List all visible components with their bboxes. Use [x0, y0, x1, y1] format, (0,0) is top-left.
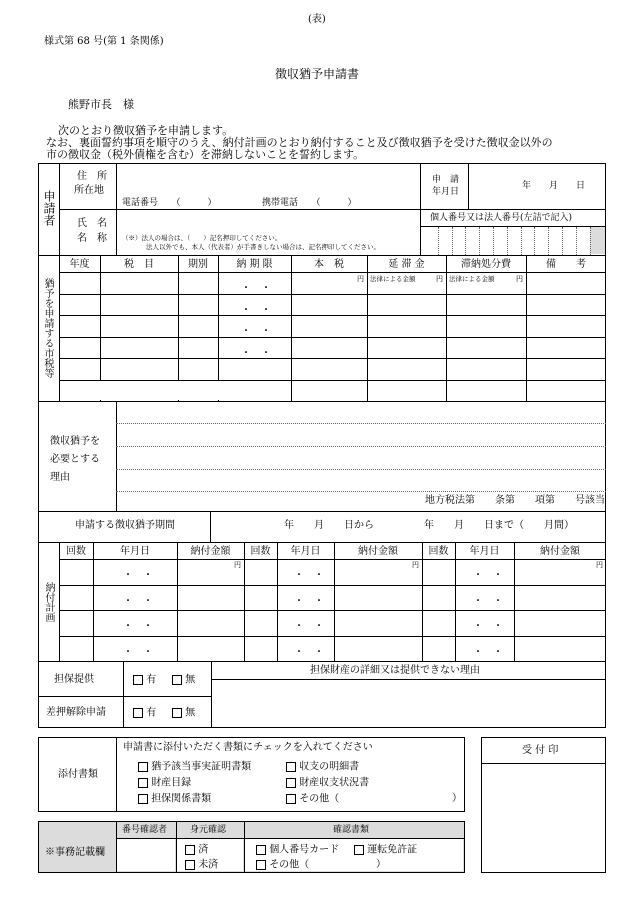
- statute-reference[interactable]: 地方税法第 条第 項第 号該当: [425, 495, 605, 506]
- payment-date-field[interactable]: ・ ・: [123, 570, 153, 581]
- plan-header-amount: 納付金額: [540, 546, 580, 557]
- doc-mynumber-card-option[interactable]: 個人番号カード: [256, 845, 339, 856]
- checkbox-icon: [138, 778, 148, 788]
- seizure-release-no-option[interactable]: 無: [172, 708, 195, 719]
- id-number-shaded-cell: [590, 227, 605, 254]
- office-use-label: ※事務記載欄: [45, 847, 105, 858]
- yen-unit: 円: [234, 561, 241, 569]
- checkbox-icon: [133, 675, 143, 685]
- plan-header-amount: 納付金額: [190, 546, 231, 557]
- attach-item-evidence[interactable]: 猶予該当事実証明書類: [138, 762, 251, 773]
- tax-header-tax-item: 税 目: [124, 259, 154, 270]
- receipt-stamp-box: [481, 737, 606, 873]
- name-note-1: （※）法人の場合は、（ ）記名押印してください。: [122, 234, 282, 242]
- tax-header-remarks: 備 考: [546, 259, 586, 270]
- attach-item-asset-status[interactable]: 財産収支状況書: [286, 778, 369, 789]
- plan-header-count: 回数: [428, 546, 449, 557]
- collateral-no-option[interactable]: 無: [172, 675, 195, 686]
- seizure-release-label: 差押解除申請: [46, 707, 106, 718]
- tax-header-principal: 本 税: [314, 259, 344, 270]
- payment-date-field[interactable]: ・ ・: [123, 647, 153, 658]
- attach-item-other[interactable]: その他（: [286, 794, 339, 805]
- plan-header-count: 回数: [250, 546, 271, 557]
- plan-header-count: 回数: [66, 546, 86, 557]
- checkbox-icon: [138, 762, 148, 772]
- plan-header-date: 年月日: [469, 546, 500, 557]
- collateral-detail-label: 担保財産の詳細又は提供できない理由: [310, 665, 480, 676]
- addressee: 熊野市長 様: [68, 98, 134, 111]
- form-number: 様式第 68 号(第 1 条関係): [44, 36, 164, 47]
- payment-date-field[interactable]: ・ ・: [294, 621, 324, 632]
- payment-date-field[interactable]: ・ ・: [123, 621, 153, 632]
- attach-item-asset-list[interactable]: 財産目録: [138, 778, 191, 789]
- payment-date-field[interactable]: ・ ・: [294, 570, 324, 581]
- payment-date-field[interactable]: ・ ・: [473, 596, 503, 607]
- plan-header-date: 年月日: [290, 546, 321, 557]
- applicant-section-label: 申請者: [42, 190, 56, 226]
- apply-date-label-2: 年月日: [432, 187, 460, 197]
- intro-line-2: なお、裏面誓約事項を順守のうえ、納付計画のとおり納付すること及び徴収猶予を受けた徴収金以外の: [46, 136, 553, 149]
- legal-amount-note: 法律による金額: [370, 275, 416, 283]
- yen-unit: 円: [357, 275, 364, 283]
- identity-check-label: 身元確認: [190, 825, 227, 835]
- identity-done-option[interactable]: 済: [185, 845, 208, 856]
- payment-plan-section-label: 納付計画: [43, 582, 54, 622]
- checkbox-icon: [172, 675, 182, 685]
- payment-date-field[interactable]: ・ ・: [473, 621, 503, 632]
- name-label: 氏 名: [77, 218, 107, 229]
- payment-date-field[interactable]: ・ ・: [123, 596, 153, 607]
- reason-field[interactable]: [118, 404, 604, 490]
- yen-unit: 円: [516, 275, 523, 283]
- payment-date-field[interactable]: ・ ・: [294, 647, 324, 658]
- tax-header-disposal-fee: 滞納処分費: [461, 259, 511, 270]
- period-label: 申請する徴収猶予期間: [75, 520, 175, 531]
- doc-other-close: ）: [376, 859, 386, 870]
- checkbox-icon: [185, 860, 195, 870]
- apply-date-field[interactable]: 年 月 日: [522, 181, 586, 191]
- due-date-field[interactable]: ・ ・: [241, 348, 271, 359]
- checkbox-icon: [138, 794, 148, 804]
- intro-line-1: 次のとおり徴収猶予を申請します。: [58, 124, 234, 137]
- checkbox-icon: [172, 708, 182, 718]
- collateral-yes-option[interactable]: 有: [133, 675, 156, 686]
- due-date-field[interactable]: ・ ・: [241, 326, 271, 337]
- plan-header-amount: 納付金額: [358, 546, 398, 557]
- intro-line-3: 市の徴収金（税外債権を含む）を滞納しないことを誓約します。: [46, 148, 365, 161]
- mobile-field-label[interactable]: 携帯電話 （ ）: [262, 198, 357, 208]
- reason-label: 徴収猶予を: [50, 436, 100, 447]
- identity-not-done-option[interactable]: 未済: [185, 860, 218, 871]
- checkbox-icon: [185, 845, 195, 855]
- checkbox-icon: [286, 778, 296, 788]
- attachments-label: 添付書類: [58, 769, 98, 780]
- doc-drivers-license-option[interactable]: 運転免許証: [354, 845, 417, 856]
- number-checker-label: 番号確認者: [122, 825, 168, 835]
- address-label-2: 所在地: [74, 185, 104, 196]
- checkbox-icon: [354, 845, 364, 855]
- yen-unit: 円: [596, 561, 603, 569]
- address-label: 住 所: [77, 171, 107, 182]
- seizure-release-yes-option[interactable]: 有: [133, 708, 156, 719]
- attach-item-income-statement[interactable]: 収支の明細書: [286, 762, 359, 773]
- name-label-2: 名 称: [77, 233, 107, 244]
- payment-date-field[interactable]: ・ ・: [473, 647, 503, 658]
- page-side-label: (表): [308, 14, 326, 25]
- due-date-field[interactable]: ・ ・: [241, 305, 271, 316]
- doc-other-option[interactable]: その他（: [256, 860, 309, 871]
- form-title: 徴収猶予申請書: [275, 67, 360, 81]
- checkbox-icon: [256, 860, 266, 870]
- tax-header-late-fee: 延 滞 金: [388, 259, 425, 270]
- number-checker-field[interactable]: [117, 839, 175, 871]
- checkbox-icon: [286, 794, 296, 804]
- attach-other-close: ）: [452, 793, 462, 804]
- attachments-instruction: 申請書に添付いただく書類にチェックを入れてください: [123, 742, 373, 753]
- receipt-stamp-label: 受 付 印: [522, 745, 559, 756]
- plan-header-date: 年月日: [120, 546, 150, 557]
- attach-item-collateral-docs[interactable]: 担保関係書類: [138, 794, 211, 805]
- checkbox-icon: [133, 708, 143, 718]
- tax-header-due-date: 納 期 限: [236, 259, 273, 270]
- collateral-detail-field[interactable]: [213, 682, 603, 726]
- phone-field-label[interactable]: 電話番号 （ ）: [122, 198, 217, 208]
- due-date-field[interactable]: ・ ・: [241, 283, 271, 294]
- payment-date-field[interactable]: ・ ・: [294, 596, 324, 607]
- reason-label-2: 必要とする: [50, 454, 100, 465]
- period-field[interactable]: 年 月 日から 年 月 日まで（ 月間）: [284, 520, 574, 531]
- yen-unit: 円: [412, 561, 419, 569]
- id-number-label: 個人番号又は法人番号(左詰で記入): [430, 213, 573, 223]
- tax-header-year: 年度: [69, 259, 90, 270]
- payment-date-field[interactable]: ・ ・: [473, 570, 503, 581]
- legal-amount-note: 法律による金額: [449, 275, 495, 283]
- collateral-label: 担保提供: [54, 674, 94, 685]
- checkbox-icon: [286, 762, 296, 772]
- confirm-docs-label: 確認書類: [333, 825, 370, 835]
- name-note-2: 法人以外でも、本人（代表者）が手書きしない場合は、記名押印してください。: [146, 243, 380, 251]
- tax-header-period: 期別: [188, 259, 208, 270]
- apply-date-label: 申 請: [432, 175, 460, 185]
- name-field[interactable]: [120, 212, 416, 232]
- tax-section-label: 猶予を申請する市税等: [42, 278, 53, 378]
- yen-unit: 円: [436, 275, 443, 283]
- reason-label-3: 理由: [50, 472, 70, 483]
- checkbox-icon: [256, 845, 266, 855]
